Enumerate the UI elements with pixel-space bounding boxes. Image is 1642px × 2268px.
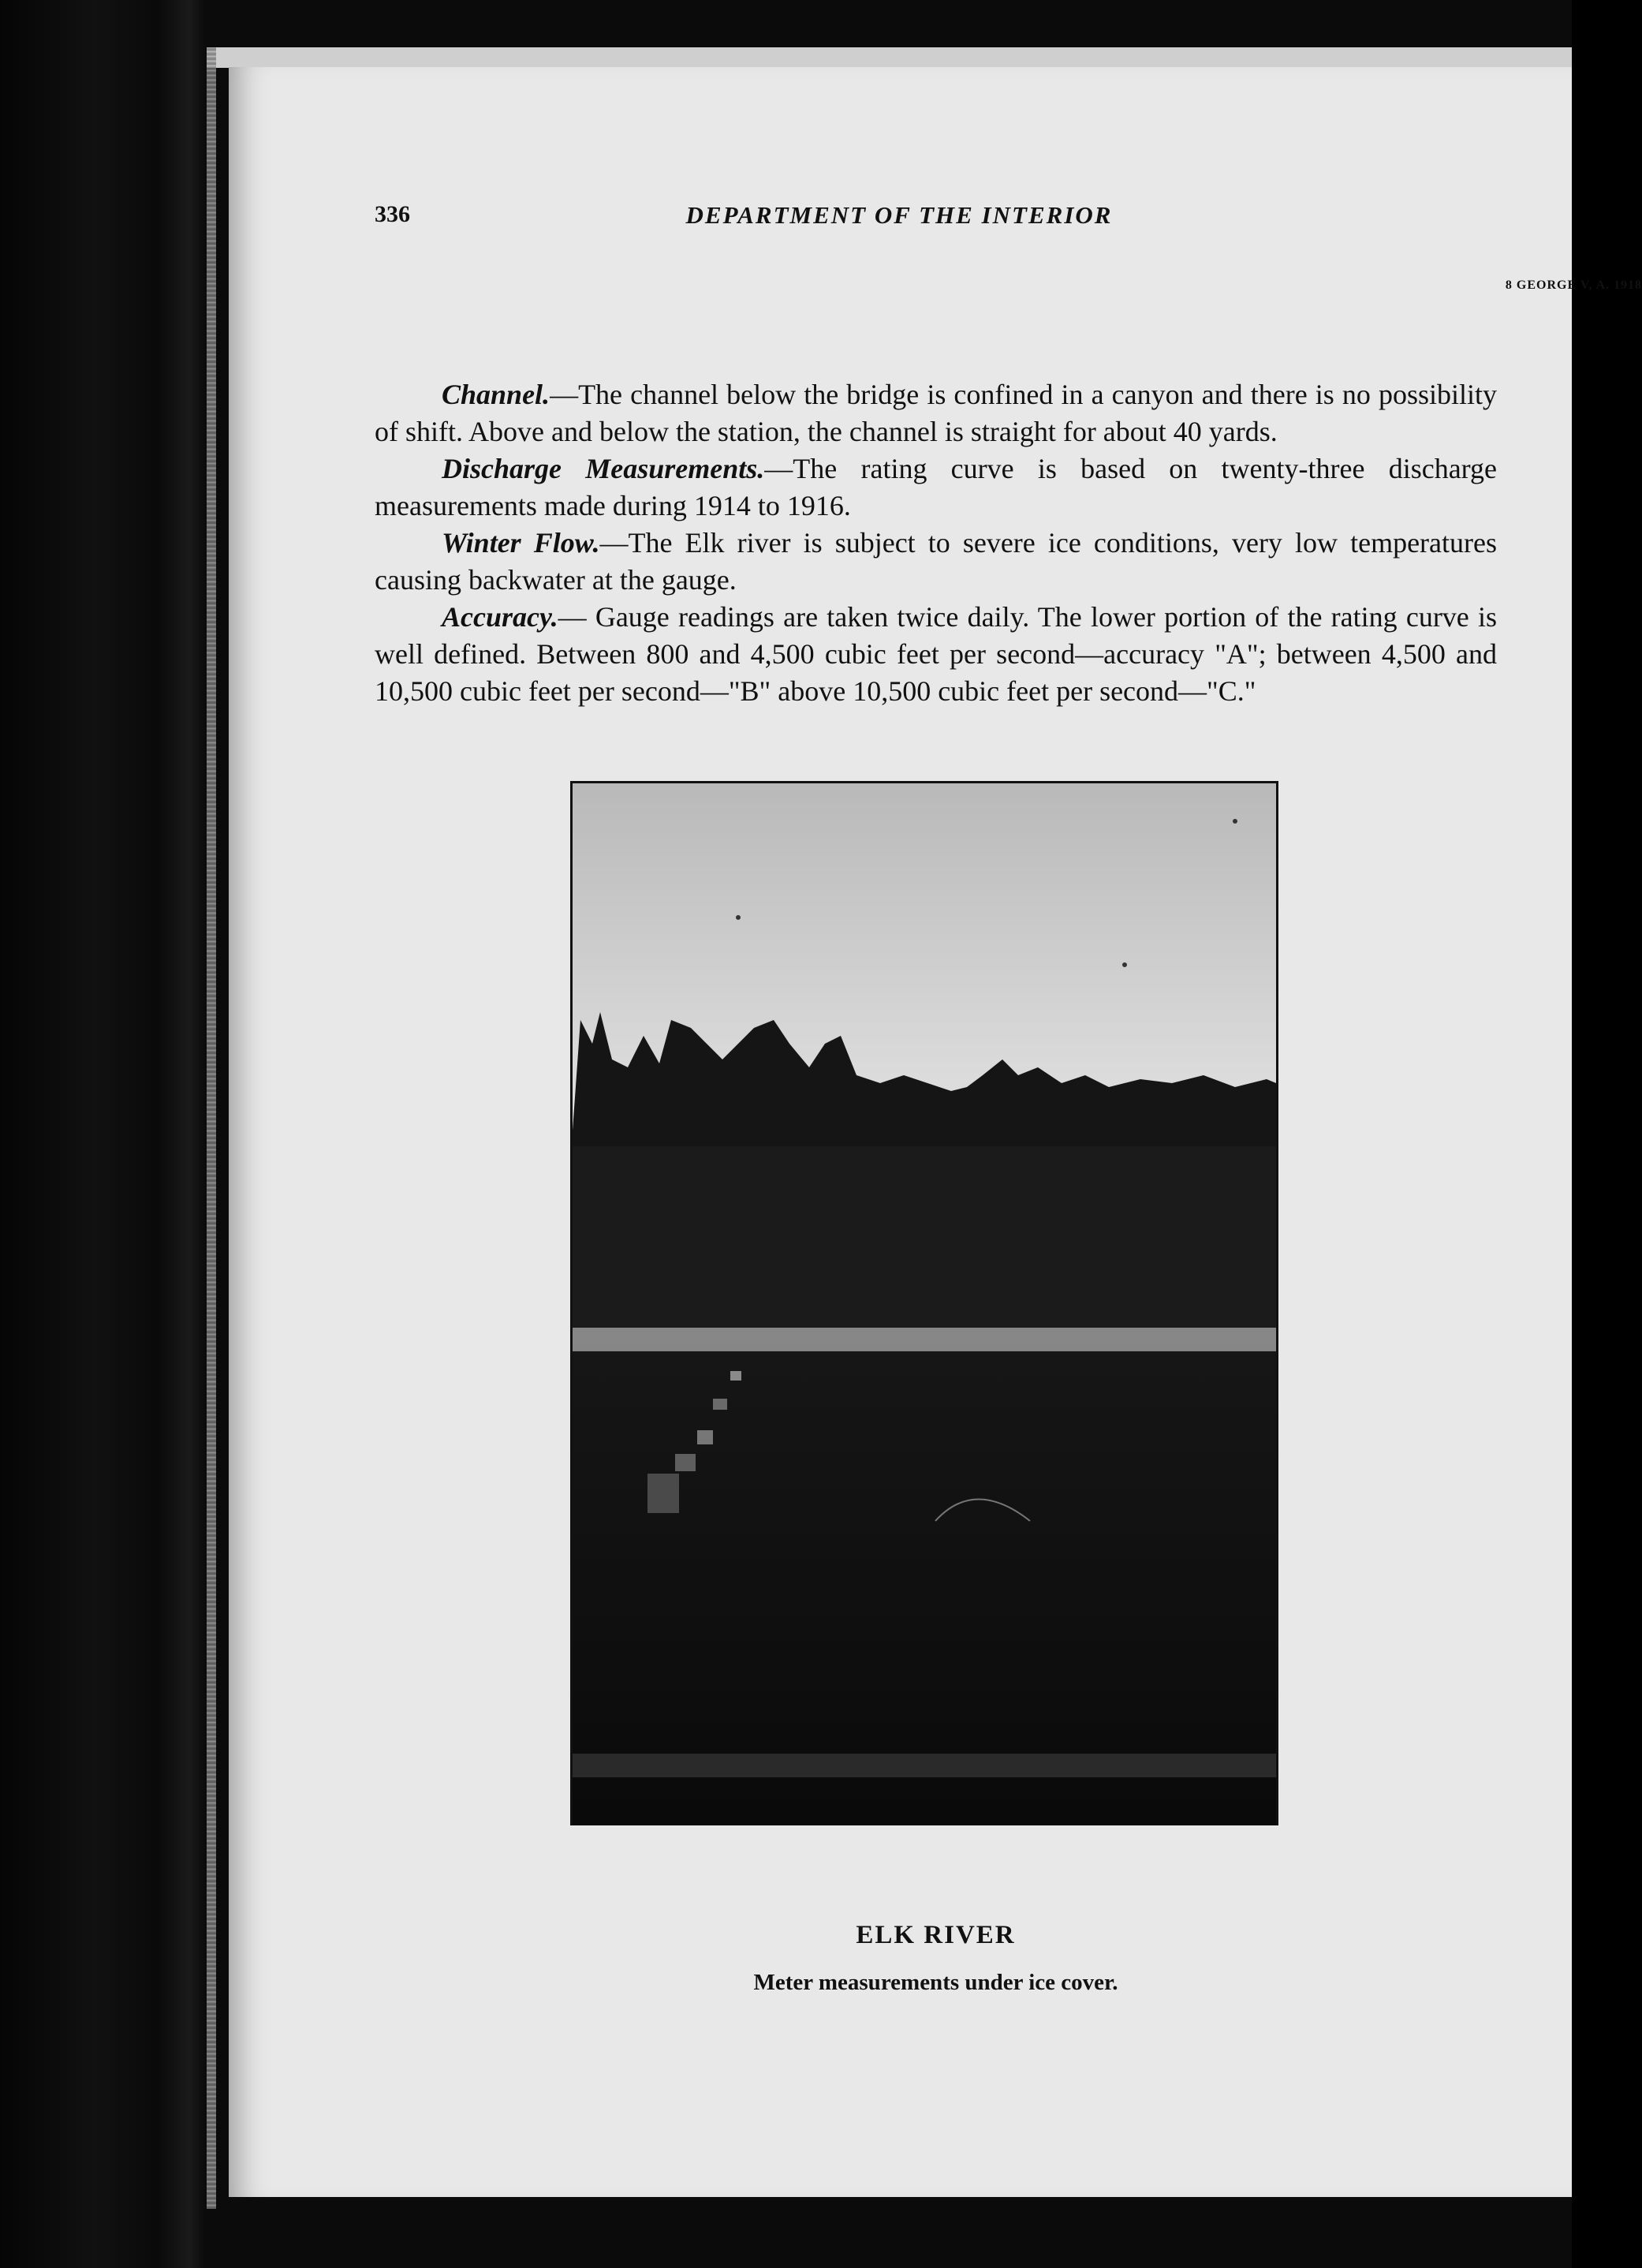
paragraph-text: —The rating curve is based on twenty-three discharge measurements made during 1914 to 1916. [375, 453, 1497, 521]
run-in-heading: Discharge Measurements. [442, 453, 765, 484]
photo-image [573, 783, 1276, 1823]
running-head: DEPARTMENT OF THE INTERIOR [685, 201, 1113, 229]
paragraph-accuracy [375, 599, 1497, 710]
run-in-heading: Accuracy. [442, 601, 558, 633]
run-in-heading: Channel. [442, 379, 550, 410]
paragraph-winter-flow [375, 525, 1497, 599]
run-in-heading: Winter Flow. [442, 527, 600, 559]
document-page [229, 67, 1642, 2197]
book-spine-edge [207, 47, 216, 2209]
paragraph-text: —The Elk river is subject to severe ice conditions, very low temperatures causing backwater at the gauge. [375, 527, 1497, 596]
figure-title: ELK RIVER [856, 1921, 1016, 1949]
paragraph-channel [375, 376, 1497, 450]
page-top-edge [207, 47, 1572, 68]
page-number: 336 [375, 201, 410, 227]
session-line: 8 GEORGE V, A. 1918 [1505, 278, 1642, 292]
figure-caption: Meter measurements under ice cover. [753, 1970, 1118, 1995]
paragraph-text: — Gauge readings are taken twice daily. The lower portion of the rating curve is well defined. Between 800 and 4,500 cubic feet per second—accuracy "A"; between 4,500 and 10,500 cubic feet per second—"B" above 10,500 cubic feet per second—"C." [375, 601, 1497, 707]
river-photograph [570, 781, 1278, 1825]
page-header [375, 201, 1424, 248]
body-text [375, 376, 1497, 710]
paragraph-text: —The channel below the bridge is confined in a canyon and there is no possibility of shift. Above and below the station, the channel is straight for about 40 yards. [375, 379, 1497, 447]
paragraph-discharge [375, 450, 1497, 525]
